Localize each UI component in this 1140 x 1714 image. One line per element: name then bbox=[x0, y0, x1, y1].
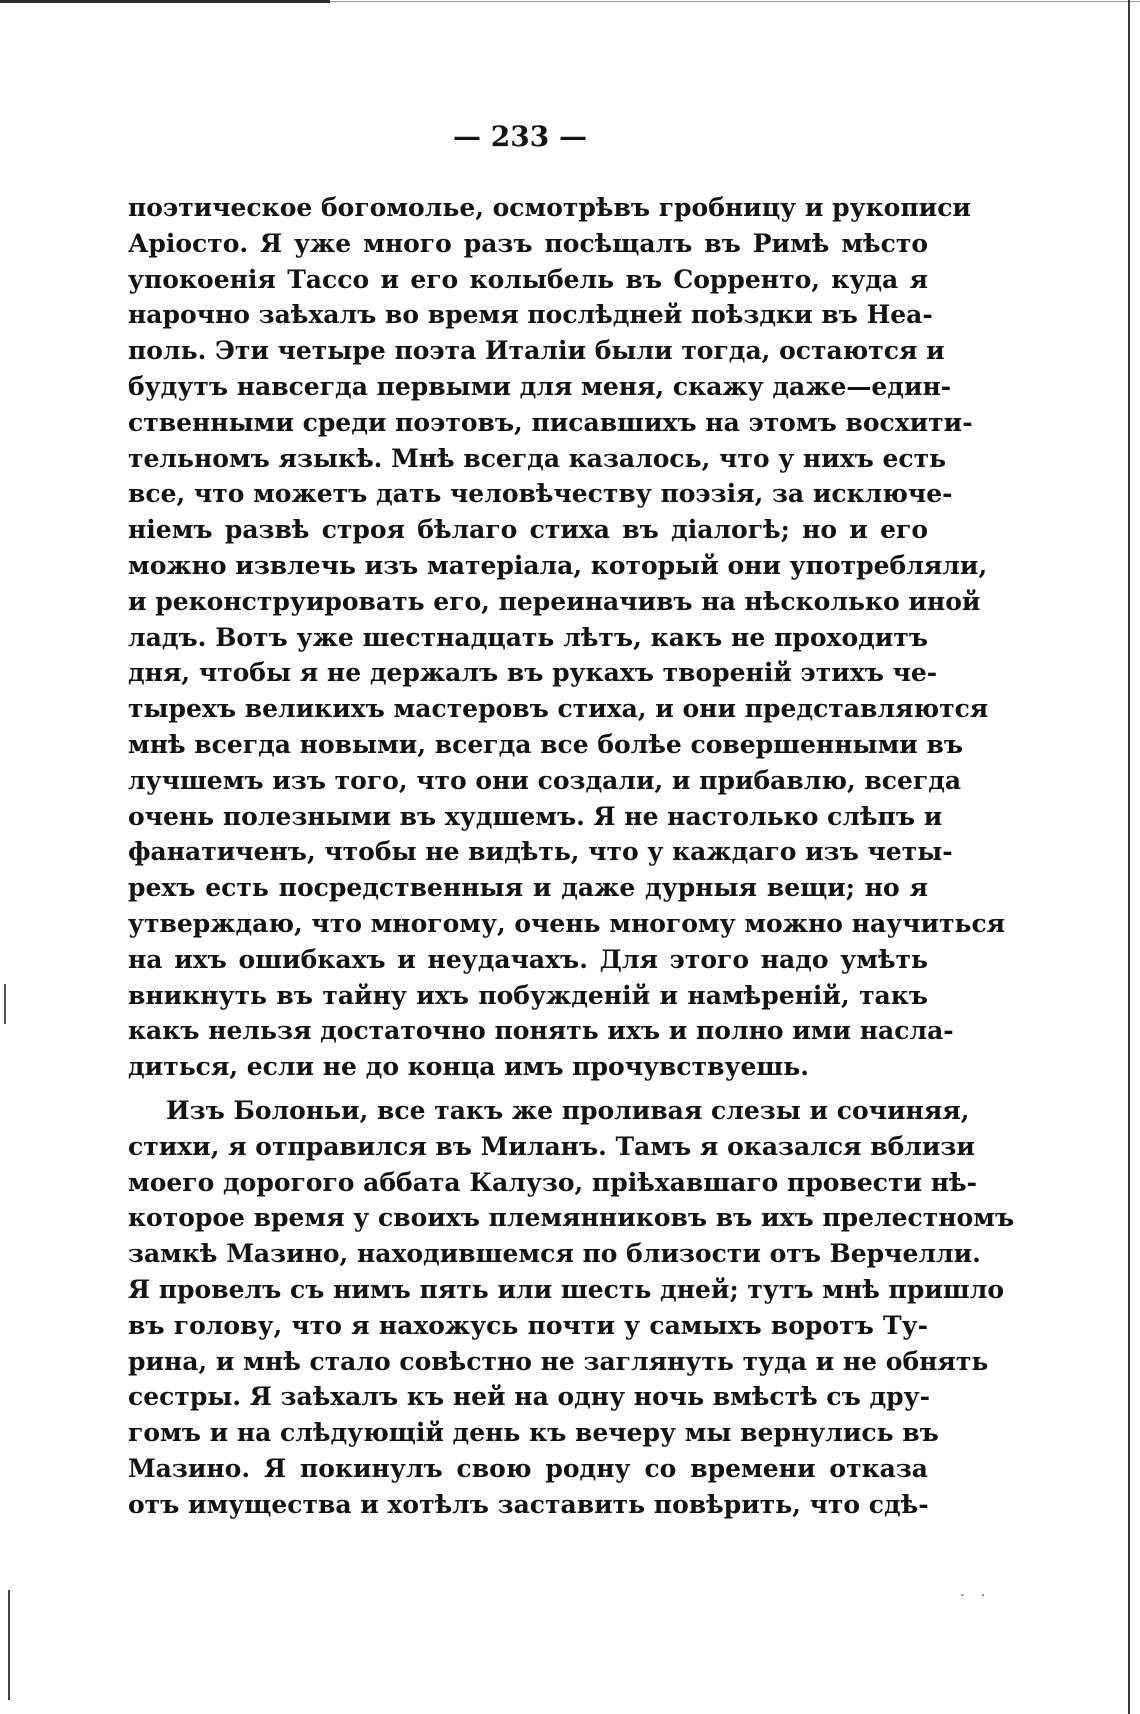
text-line: рехъ есть посредственныя и даже дурныя вещи; но я bbox=[128, 873, 928, 903]
text-line: стихи, я отправился въ Миланъ. Тамъ я оказался вблизи bbox=[128, 1131, 975, 1161]
text-line: нарочно заѣхалъ во время послѣдней поѣздки въ Неа- bbox=[128, 300, 933, 330]
text-line: сестры. Я заѣхалъ къ ней на одну ночь вмѣстѣ съ дру- bbox=[128, 1382, 931, 1412]
text-line: тельномъ языкѣ. Мнѣ всегда казалось, что у нихъ есть bbox=[128, 443, 947, 473]
paragraph-1 bbox=[128, 190, 1006, 1085]
scan-speck: · · bbox=[960, 1588, 992, 1604]
scan-left-mark bbox=[4, 984, 6, 1024]
text-line: дня, чтобы я не держалъ въ рукахъ твореній этихъ че- bbox=[128, 658, 938, 688]
text-line: фанатиченъ, чтобы не видѣть, что у каждаго изъ четы- bbox=[128, 837, 953, 867]
page-number: — 233 — bbox=[453, 120, 587, 153]
text-line: будутъ навсегда первыми для меня, скажу даже—един- bbox=[128, 371, 952, 401]
text-line: ніемъ развѣ строя бѣлаго стиха въ діалогѣ; но и его bbox=[128, 515, 928, 545]
text-line: рина, и мнѣ стало совѣстно не заглянуть туда и не обнять bbox=[128, 1346, 989, 1376]
scan-top-edge bbox=[0, 0, 1140, 7]
text-line: утверждаю, что многому, очень многому можно научиться bbox=[128, 908, 1006, 938]
text-line: лучшемъ изъ того, что они создали, и прибавлю, всегда bbox=[128, 765, 962, 795]
text-line: все, что можетъ дать человѣчеству поэзія, за исключе- bbox=[128, 479, 953, 509]
text-line: вникнуть въ тайну ихъ побужденій и намѣреній, такъ bbox=[128, 980, 928, 1010]
text-line: замкѣ Мазино, находившемся по близости отъ Верчелли. bbox=[128, 1239, 981, 1269]
paragraph-gap bbox=[128, 1085, 928, 1093]
text-line: Я провелъ съ нимъ пять или шесть дней; тутъ мнѣ пришло bbox=[128, 1274, 1005, 1304]
text-line: ственными среди поэтовъ, писавшихъ на этомъ восхити- bbox=[128, 407, 973, 437]
text-line: моего дорогого аббата Калузо, пріѣхавшаго провести нѣ- bbox=[128, 1167, 977, 1197]
body-text bbox=[128, 190, 1015, 1522]
text-line: отъ имущества и хотѣлъ заставить повѣрить, что сдѣ- bbox=[128, 1489, 929, 1519]
text-line: гомъ и на слѣдующій день къ вечеру мы вернулись въ bbox=[128, 1418, 939, 1448]
text-line: поэтическое богомолье, осмотрѣвъ гробницу и рукописи bbox=[128, 193, 971, 222]
text-line: Аріосто. Я уже много разъ посѣщалъ въ Римѣ мѣсто bbox=[128, 228, 928, 258]
text-line: въ голову, что я нахожусь почти у самыхъ воротъ Ту- bbox=[128, 1310, 928, 1340]
paragraph-2 bbox=[128, 1093, 1015, 1523]
scan-right-edge bbox=[1128, 0, 1130, 1714]
text-line: очень полезными въ худшемъ. Я не настолько слѣпъ и bbox=[128, 801, 943, 831]
text-line: диться, если не до конца имъ прочувствуешь. bbox=[128, 1052, 809, 1082]
text-line: какъ нельзя достаточно понять ихъ и полно ими насла- bbox=[128, 1016, 954, 1046]
text-line: Мазино. Я покинулъ свою родну со времени отказа bbox=[128, 1453, 928, 1483]
text-line: ладъ. Вотъ уже шестнадцать лѣтъ, какъ не проходитъ bbox=[128, 622, 928, 652]
scan-left-mark bbox=[8, 1590, 10, 1700]
text-line: на ихъ ошибкахъ и неудачахъ. Для этого надо умѣть bbox=[128, 944, 928, 974]
text-line: которое время у своихъ племянниковъ въ ихъ прелестномъ bbox=[128, 1203, 1015, 1233]
text-line: мнѣ всегда новыми, всегда все болѣе совершенными въ bbox=[128, 729, 964, 759]
text-line: и реконструировать его, переиначивъ на нѣсколько иной bbox=[128, 586, 981, 616]
text-line: тырехъ великихъ мастеровъ стиха, и они представляются bbox=[128, 694, 989, 724]
text-line: можно извлечь изъ матеріала, который они употребляли, bbox=[128, 550, 988, 580]
text-line: поль. Эти четыре поэта Италіи были тогда, остаются и bbox=[128, 336, 945, 366]
text-line: упокоенія Тассо и его колыбель въ Сорренто, куда я bbox=[128, 264, 928, 294]
text-line: Изъ Болоньи, все такъ же проливая слезы и сочиняя, bbox=[166, 1095, 970, 1125]
